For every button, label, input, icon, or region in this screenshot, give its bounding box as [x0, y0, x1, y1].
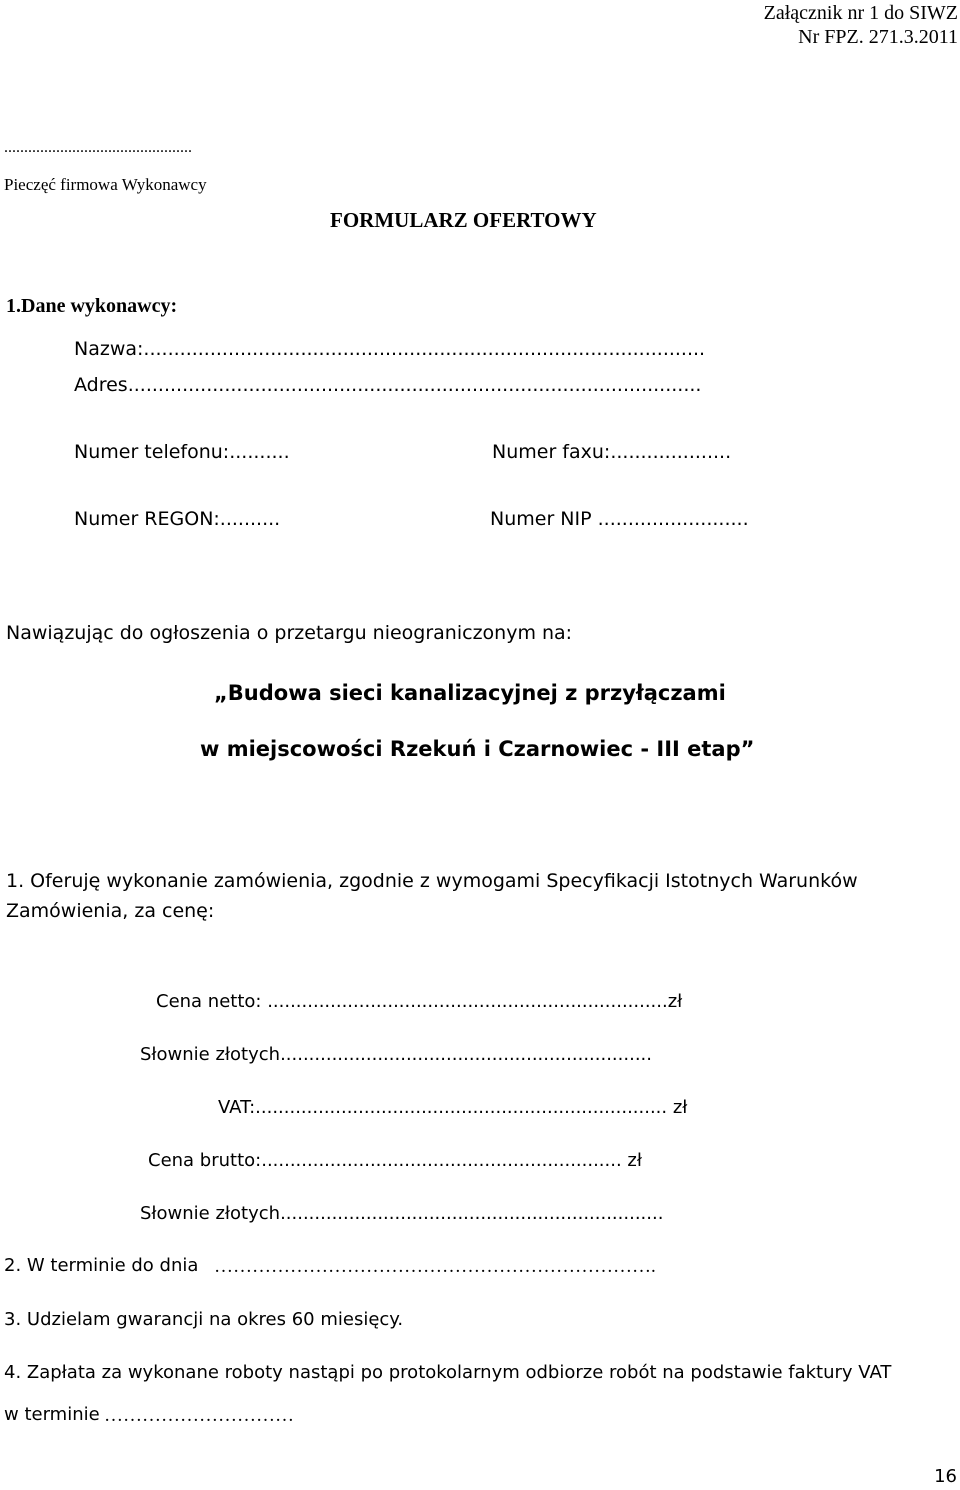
net-price-field: Cena netto: ......................................................................zł — [156, 991, 683, 1012]
offer-intro-line-2: Zamówienia, za cenę: — [6, 900, 215, 922]
page-number: 16 — [934, 1466, 957, 1487]
contractor-fax-field: Numer faxu:.................... — [492, 441, 732, 463]
offer-intro-line-1: 1. Oferuję wykonanie zamówienia, zgodnie z wymogami Specyfikacji Istotnych Warunków — [6, 870, 858, 892]
vat-field: VAT:........................................................................ zł — [218, 1097, 688, 1118]
contractor-regon-field: Numer REGON:.......... — [74, 508, 281, 530]
contractor-name-field: Nazwa:............................................................................................. — [74, 338, 706, 360]
project-name-line-1: „Budowa sieci kanalizacyjnej z przyłączami — [214, 681, 726, 705]
stamp-dots: ............................................... — [4, 139, 192, 156]
gross-price-words-field: Słownie złotych................................................................... — [140, 1203, 664, 1224]
reference-number: Nr FPZ. 271.3.2011 — [798, 26, 958, 48]
deadline-label: 2. W terminie do dnia — [4, 1255, 199, 1276]
gross-price-field: Cena brutto:............................................................... zł — [148, 1150, 642, 1171]
project-name-line-2: w miejscowości Rzekuń i Czarnowiec - III etap” — [200, 737, 755, 761]
warranty-text: 3. Udzielam gwarancji na okres 60 miesięcy. — [4, 1309, 404, 1330]
payment-term-blank: ………………………… — [104, 1405, 294, 1426]
deadline-blank: ……………………………………………………………. — [214, 1256, 656, 1277]
payment-text-line-1: 4. Zapłata za wykonane roboty nastąpi po protokolarnym odbiorze robót na podstawie faktury VAT — [4, 1362, 892, 1383]
contractor-nip-field: Numer NIP ......................... — [490, 508, 749, 530]
form-title: FORMULARZ OFERTOWY — [330, 208, 597, 232]
contractor-phone-field: Numer telefonu:.......... — [74, 441, 290, 463]
contractor-address-field: Adres............................................................................................... — [74, 374, 702, 396]
attachment-label: Załącznik nr 1 do SIWZ — [763, 2, 958, 24]
payment-term-label: w terminie — [4, 1404, 100, 1425]
net-price-words-field: Słownie złotych................................................................. — [140, 1044, 652, 1065]
contractor-heading: 1.Dane wykonawcy: — [6, 295, 178, 317]
stamp-label: Pieczęć firmowa Wykonawcy — [4, 175, 207, 194]
tender-reference-text: Nawiązując do ogłoszenia o przetargu nieograniczonym na: — [6, 622, 573, 644]
